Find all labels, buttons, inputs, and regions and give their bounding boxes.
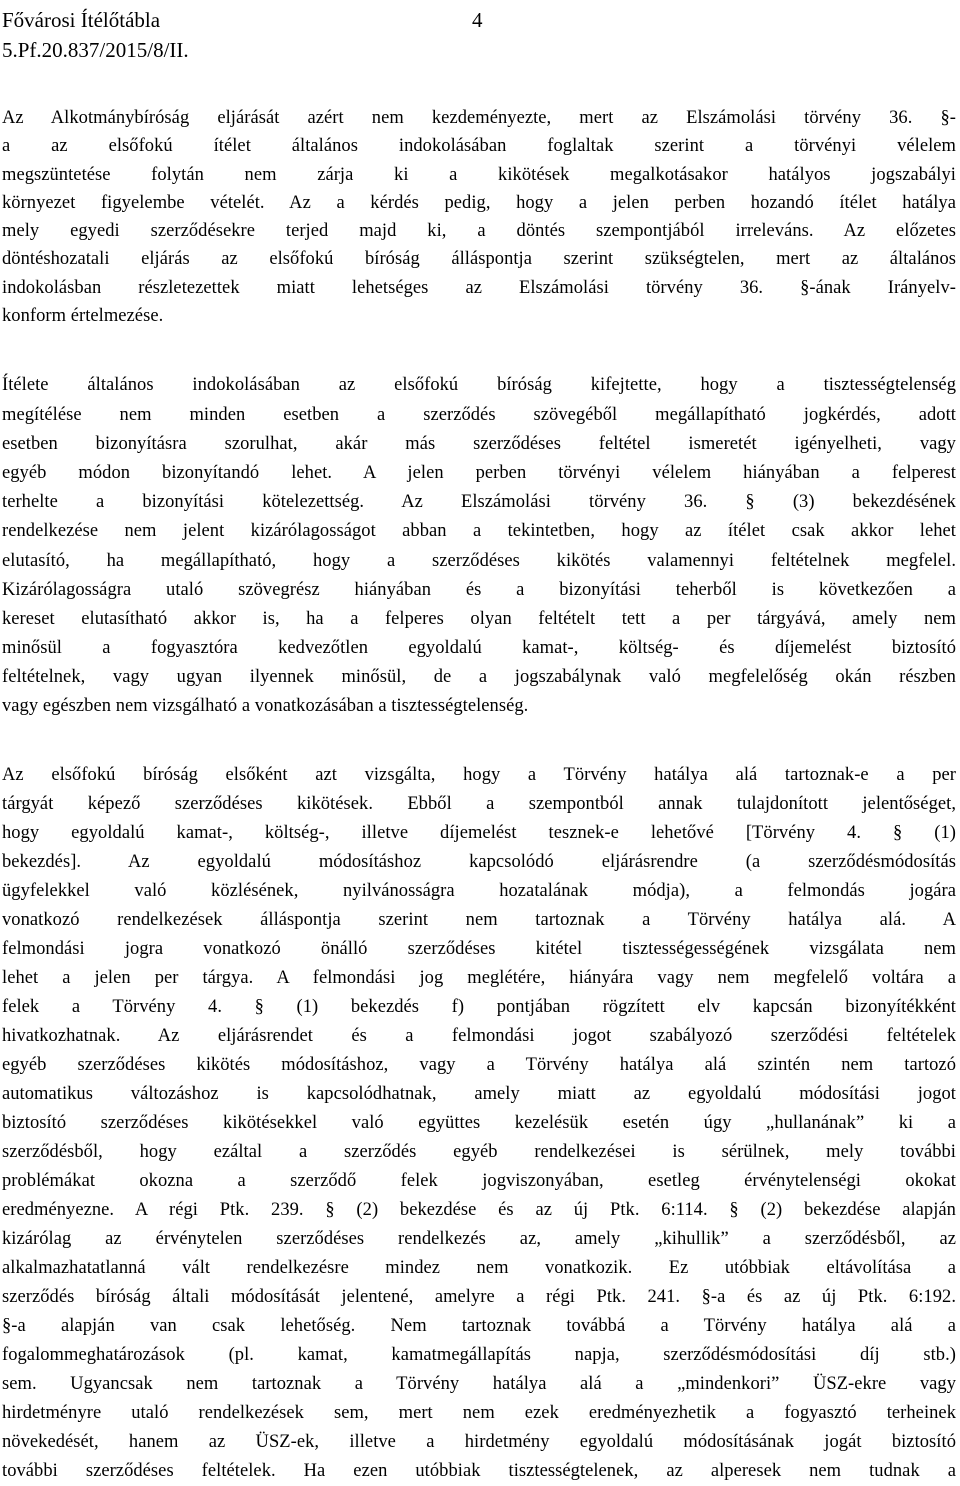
text-line: egyéb módon bizonyítandó lehet. A jelen perben törvényi vélelem hiányában a felperest	[2, 462, 956, 483]
text-line: kereset elutasítható akkor is, ha a felperes olyan feltételt tett a per tárgyává, amely nem	[2, 608, 956, 629]
text-line: felmondási jogra vonatkozó önálló szerződéses kitétel tisztességességének vizsgálata nem	[2, 938, 956, 959]
text-line: indokolásban részletezettek miatt lehetséges az Elszámolási törvény 36. §-ának Irányelv-	[2, 277, 956, 298]
text-line: Ítélete általános indokolásában az elsőfokú bíróság kifejtette, hogy a tisztességtelenség	[2, 375, 956, 396]
text-line: alkalmazhatatlanná vált rendelkezésre mindez nem vonatkozik. Ez utóbbiak eltávolítása a	[2, 1257, 956, 1278]
paragraph-2	[2, 371, 956, 721]
page-number: 4	[472, 8, 483, 32]
text-line: Az elsőfokú bíróság elsőként azt vizsgálta, hogy a Törvény hatálya alá tartoznak-e a per	[2, 764, 956, 785]
text-line: sem. Ugyancsak nem tartoznak a Törvény hatálya alá a „mindenkori” ÜSZ-ekre vagy	[2, 1373, 956, 1394]
text-line: vonatkozó rendelkezések álláspontja szerint nem tartoznak a Törvény hatálya alá. A	[2, 909, 956, 930]
text-line: problémákat okozna a szerződő felek jogviszonyában, esetleg érvénytelenségi okokat	[2, 1170, 956, 1191]
paragraph-1	[2, 104, 956, 330]
text-line: Kizárólagosságra utaló szövegrész hiányában és a bizonyítási teherből is következően a	[2, 579, 956, 600]
text-line: automatikus változáshoz is kapcsolódhatnak, amely miatt az egyoldalú módosítási jogot	[2, 1083, 956, 1104]
text-line: biztosító szerződéses kikötésekkel való együttes kezelésük esetén úgy „hullanának” ki a	[2, 1112, 956, 1133]
document-body	[2, 104, 956, 1486]
text-line: egyéb szerződéses kikötés módosításhoz, vagy a Törvény hatálya alá szintén nem tartozó	[2, 1054, 956, 1075]
text-line: a az elsőfokú ítélet általános indokolásában foglaltak szerint a törvényi vélelem	[2, 136, 956, 157]
text-line: Az Alkotmánybíróság eljárását azért nem kezdeményezte, mert az Elszámolási törvény 36. §-	[2, 108, 956, 128]
court-name: Fővárosi Ítélőtábla	[2, 8, 161, 32]
text-line: ügyfelekkel való közlésének, nyilvánosságra hozatalának módja), a felmondás jogára	[2, 880, 956, 901]
text-line: konform értelmezése.	[2, 306, 164, 327]
text-line: környezet figyelembe vételét. Az a kérdés pedig, hogy a jelen perben hozandó ítélet hatálya	[2, 192, 956, 213]
paragraph-3	[2, 761, 956, 1486]
text-line: minősül a fogyasztóra kedvezőtlen egyoldalú kamat-, költség- és díjemelést biztosító	[2, 638, 956, 659]
text-line: hivatkozhatnak. Az eljárásrendet és a felmondási jogot szabályozó szerződési feltételek	[2, 1025, 956, 1046]
header-second-line	[2, 35, 189, 65]
text-line: fogalommeghatározások (pl. kamat, kamatmegállapítás napja, szerződésmódosítási díj stb.)	[2, 1344, 956, 1365]
text-line: megszüntetése folytán nem zárja ki a kikötések megalkotásakor hatályos jogszabályi	[2, 164, 956, 185]
text-line: kizárólag az érvénytelen szerződéses rendelkezés az, amely „kihullik” a szerződésből, az	[2, 1228, 956, 1249]
text-line: rendelkezése nem jelent kizárólagosságot abban a tekintetben, hogy az ítélet csak akkor lehet	[2, 521, 956, 542]
page-header	[2, 5, 483, 65]
text-line: növekedését, hanem az ÜSZ-ek, illetve a hirdetmény egyoldalú módosításának jogát biztosító	[2, 1431, 956, 1452]
text-line: döntéshozatali eljárás az elsőfokú bíróság álláspontja szerint szükségtelen, mert az általános	[2, 249, 956, 270]
text-line: §-a alapján van csak lehetőség. Nem tartoznak továbbá a Törvény hatálya alá a	[2, 1315, 956, 1336]
text-line: hirdetményre utaló rendelkezések sem, mert nem ezek eredményezhetik a fogyasztó terheinek	[2, 1402, 956, 1423]
text-line: felek a Törvény 4. § (1) bekezdés f) pontjában rögzített elv kapcsán bizonyítékként	[2, 996, 956, 1017]
text-line: tárgyát képező szerződéses kikötések. Ebből a szempontból annak tulajdonított jelentőséget,	[2, 793, 956, 814]
text-line: vagy egészben nem vizsgálható a vonatkozásában a tisztességtelenség.	[2, 696, 529, 717]
case-number: 5.Pf.20.837/2015/8/II.	[2, 38, 189, 62]
header-first-line	[2, 5, 483, 35]
text-line: eredményezne. A régi Ptk. 239. § (2) bekezdése és az új Ptk. 6:114. § (2) bekezdése alapján	[2, 1199, 956, 1220]
text-line: megítélése nem minden esetben a szerződés szövegéből megállapítható jogkérdés, adott	[2, 404, 956, 425]
text-line: esetben bizonyításra szorulhat, akár más szerződéses feltétel ismeretét igényelheti, vagy	[2, 433, 956, 454]
text-line: elutasító, ha megállapítható, hogy a szerződéses kikötés valamennyi feltételnek megfelel.	[2, 550, 956, 571]
text-line: terhelte a bizonyítási kötelezettség. Az Elszámolási törvény 36. § (3) bekezdésének	[2, 492, 956, 513]
text-line: bekezdés]. Az egyoldalú módosításhoz kapcsolódó eljárásrendre (a szerződésmódosítás	[2, 851, 956, 872]
text-line: szerződés bíróság általi módosítását jelentené, amelyre a régi Ptk. 241. §-a és az új Ptk. 6:192.	[2, 1286, 956, 1307]
text-line: további szerződéses feltételek. Ha ezen utóbbiak tisztességtelenek, az alperesek nem tudnak a	[2, 1460, 956, 1481]
text-line: feltételnek, vagy ugyan ilyennek minősül, de a jogszabálynak való megfelelőség okán részben	[2, 667, 956, 688]
text-line: lehet a jelen per tárgya. A felmondási jog meglétére, hiányára vagy nem megfelelő voltára a	[2, 967, 956, 988]
text-line: mely egyedi szerződésekre terjed majd ki, a döntés szempontjából irreleváns. Az előzetes	[2, 221, 956, 242]
text-line: szerződésből, hogy ezáltal a szerződés egyéb rendelkezései is sérülnek, mely további	[2, 1141, 956, 1162]
text-line: hogy egyoldalú kamat-, költség-, illetve díjemelést tesznek-e lehetővé [Törvény 4. § (1)	[2, 822, 956, 843]
